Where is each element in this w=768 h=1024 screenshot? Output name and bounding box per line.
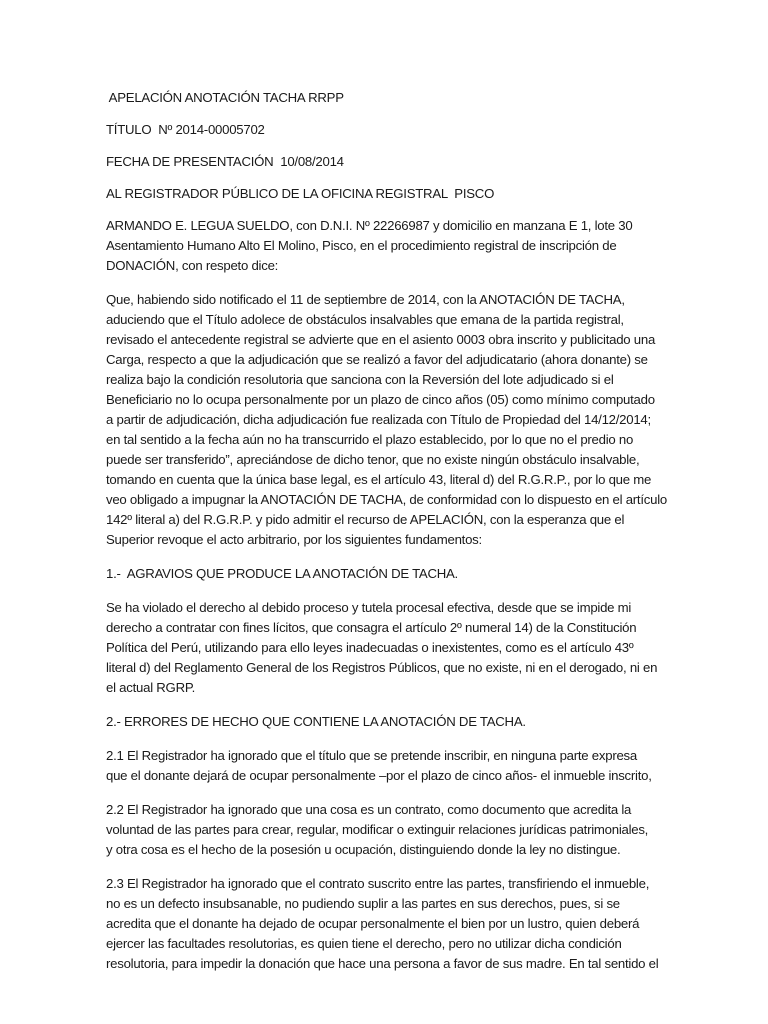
- text-line: Se ha violado el derecho al debido proceso y tutela procesal efectiva, desde que se impide mi: [106, 600, 632, 615]
- text-line: aduciendo que el Título adolece de obstáculos insalvables que emana de la partida registral,: [106, 312, 624, 327]
- text-line: en tal sentido a la fecha aún no ha transcurrido el plazo establecido, por lo que no el predio no: [106, 432, 634, 447]
- text-line: ARMANDO E. LEGUA SUELDO, con D.N.I. Nº 22266987 y domicilio en manzana E 1, lote 30: [106, 218, 633, 233]
- text-line: el actual RGRP.: [106, 680, 196, 695]
- document-body: [106, 88, 667, 974]
- text-line: Asentamiento Humano Alto El Molino, Pisco, en el procedimiento registral de inscripción de: [106, 238, 617, 253]
- text-line: voluntad de las partes para crear, regular, modificar o extinguir relaciones jurídicas patrimoniales,: [106, 822, 649, 837]
- text-line: Que, habiendo sido notificado el 11 de septiembre de 2014, con la ANOTACIÓN DE TACHA,: [106, 292, 625, 307]
- fecha-presentacion: FECHA DE PRESENTACIÓN 10/08/2014: [106, 154, 344, 169]
- titulo-number: TÍTULO Nº 2014-00005702: [106, 122, 265, 137]
- text-line: tomando en cuenta que la única base legal, es el artículo 43, literal d) del R.G.R.P., por lo que me: [106, 472, 652, 487]
- text-line: 142º literal a) del R.G.R.P. y pido admitir el recurso de APELACIÓN, con la esperanza que el: [106, 512, 625, 527]
- section-2-1-paragraph: [106, 746, 664, 786]
- main-paragraph: [106, 290, 667, 550]
- text-line: Carga, respecto a que la adjudicación que se realizó a favor del adjudicatario (ahora donante) se: [106, 352, 648, 367]
- text-line: revisado el antecedente registral se advierte que en el asiento 0003 obra inscrito y publicitado una: [106, 332, 656, 347]
- text-line: literal d) del Reglamento General de los Registros Públicos, que no existe, ni en el derogado, ni en: [106, 660, 658, 675]
- text-line: puede ser transferido”, apreciándose de dicho tenor, que no existe ningún obstáculo insalvable,: [106, 452, 640, 467]
- text-line: derecho a contratar con fines lícitos, que consagra el artículo 2º numeral 14) de la Constitución: [106, 620, 637, 635]
- text-line: no es un defecto insubsanable, no pudiendo suplir a las partes en sus derechos, pues, si se: [106, 896, 620, 911]
- document-heading: APELACIÓN ANOTACIÓN TACHA RRPP: [106, 90, 344, 105]
- text-line: que el donante dejará de ocupar personalmente –por el plazo de cinco años- el inmueble inscrito,: [106, 768, 652, 783]
- text-line: 2.2 El Registrador ha ignorado que una cosa es un contrato, como documento que acredita la: [106, 802, 632, 817]
- text-line: ejercer las facultades resolutorias, es quien tiene el derecho, pero no utilizar dicha condición: [106, 936, 622, 951]
- text-line: Beneficiario no lo ocupa personalmente por un plazo de cinco años (05) como mínimo computado: [106, 392, 655, 407]
- text-line: 2.3 El Registrador ha ignorado que el contrato suscrito entre las partes, transfiriendo el inmueble,: [106, 876, 650, 891]
- text-line: resolutoria, para impedir la donación que hace una persona a favor de sus madre. En tal sentido el: [106, 956, 659, 971]
- text-line: y otra cosa es el hecho de la posesión u ocupación, distinguiendo donde la ley no distingue.: [106, 842, 621, 857]
- section-2-3-paragraph: [106, 874, 664, 974]
- text-line: DONACIÓN, con respeto dice:: [106, 258, 279, 273]
- text-line: Política del Perú, utilizando para ello leyes inadecuadas o inexistentes, como es el artículo 43º: [106, 640, 634, 655]
- text-line: Superior revoque el acto arbitrario, por los siguientes fundamentos:: [106, 532, 482, 547]
- text-line: veo obligado a impugnar la ANOTACIÓN DE TACHA, de conformidad con lo dispuesto en el artículo: [106, 492, 667, 507]
- section-1-title: 1.- AGRAVIOS QUE PRODUCE LA ANOTACIÓN DE TACHA.: [106, 566, 458, 581]
- section-2-2-paragraph: [106, 800, 664, 860]
- text-line: a partir de adjudicación, dicha adjudicación fue realizada con Título de Propiedad del 14/12/2014;: [106, 412, 651, 427]
- text-line: 2.1 El Registrador ha ignorado que el título que se pretende inscribir, en ninguna parte expresa: [106, 748, 637, 763]
- section-1-paragraph: [106, 598, 664, 698]
- text-line: acredita que el donante ha dejado de ocupar personalmente el bien por un lustro, quien deberá: [106, 916, 640, 931]
- addressee: AL REGISTRADOR PÚBLICO DE LA OFICINA REGISTRAL PISCO: [106, 186, 495, 201]
- section-2-title: 2.- ERRORES DE HECHO QUE CONTIENE LA ANOTACIÓN DE TACHA.: [106, 714, 526, 729]
- text-line: realiza bajo la condición resolutoria que sanciona con la Reversión del lote adjudicado si el: [106, 372, 614, 387]
- intro-paragraph: [106, 216, 664, 276]
